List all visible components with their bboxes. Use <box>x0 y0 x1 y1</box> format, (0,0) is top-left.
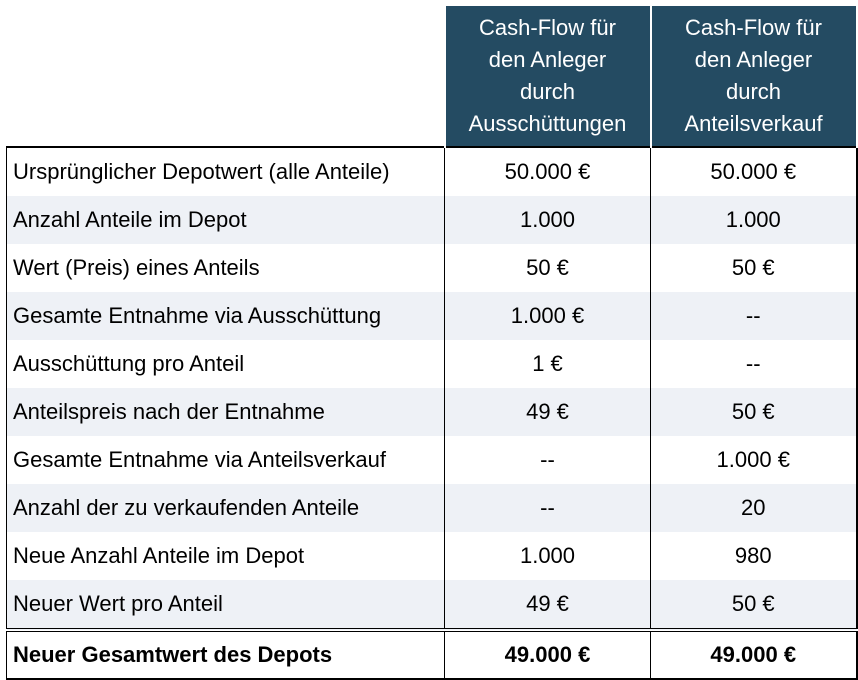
header-line: Ausschüttungen <box>468 111 627 136</box>
total-ausschuettungen: 49.000 € <box>445 630 651 679</box>
value-anteilsverkauf: 50 € <box>651 580 857 630</box>
value-ausschuettungen: 1.000 <box>445 532 651 580</box>
row-label: Anzahl der zu verkaufenden Anteile <box>7 484 445 532</box>
header-row <box>7 6 857 147</box>
value-anteilsverkauf: 980 <box>651 532 857 580</box>
header-line: Anteilsverkauf <box>684 111 823 136</box>
table-row <box>7 340 857 388</box>
total-label: Neuer Gesamtwert des Depots <box>7 630 445 679</box>
header-line: durch <box>519 79 576 104</box>
table-row <box>7 196 857 244</box>
table-row <box>7 484 857 532</box>
header-line: den Anleger <box>488 47 607 72</box>
table-row <box>7 532 857 580</box>
row-label: Anzahl Anteile im Depot <box>7 196 445 244</box>
header-ausschuettungen <box>445 6 651 147</box>
row-label: Gesamte Entnahme via Ausschüttung <box>7 292 445 340</box>
table-row <box>7 436 857 484</box>
value-ausschuettungen: 50.000 € <box>445 147 651 196</box>
value-ausschuettungen: 1.000 € <box>445 292 651 340</box>
value-anteilsverkauf: 20 <box>651 484 857 532</box>
row-label: Gesamte Entnahme via Anteilsverkauf <box>7 436 445 484</box>
value-anteilsverkauf: 50.000 € <box>651 147 857 196</box>
value-ausschuettungen: -- <box>445 484 651 532</box>
total-row <box>7 630 857 679</box>
value-ausschuettungen: 1.000 <box>445 196 651 244</box>
table-row <box>7 147 857 196</box>
total-anteilsverkauf: 49.000 € <box>651 630 857 679</box>
row-label: Ausschüttung pro Anteil <box>7 340 445 388</box>
header-line: Cash-Flow für <box>479 15 616 40</box>
row-label: Neuer Wert pro Anteil <box>7 580 445 630</box>
value-anteilsverkauf: 1.000 € <box>651 436 857 484</box>
value-ausschuettungen: 50 € <box>445 244 651 292</box>
table-row <box>7 292 857 340</box>
header-blank-cell <box>7 6 445 147</box>
table-row <box>7 244 857 292</box>
row-label: Ursprünglicher Depotwert (alle Anteile) <box>7 147 445 196</box>
value-anteilsverkauf: -- <box>651 292 857 340</box>
row-label: Anteilspreis nach der Entnahme <box>7 388 445 436</box>
value-ausschuettungen: 1 € <box>445 340 651 388</box>
header-anteilsverkauf <box>651 6 857 147</box>
comparison-table <box>6 6 858 680</box>
row-label: Wert (Preis) eines Anteils <box>7 244 445 292</box>
value-ausschuettungen: 49 € <box>445 580 651 630</box>
row-label: Neue Anzahl Anteile im Depot <box>7 532 445 580</box>
header-line: Cash-Flow für <box>685 15 822 40</box>
table-row <box>7 388 857 436</box>
value-anteilsverkauf: 1.000 <box>651 196 857 244</box>
value-anteilsverkauf: 50 € <box>651 244 857 292</box>
value-anteilsverkauf: -- <box>651 340 857 388</box>
table-row <box>7 580 857 630</box>
header-line: den Anleger <box>694 47 813 72</box>
header-line: durch <box>725 79 782 104</box>
value-anteilsverkauf: 50 € <box>651 388 857 436</box>
value-ausschuettungen: 49 € <box>445 388 651 436</box>
value-ausschuettungen: -- <box>445 436 651 484</box>
